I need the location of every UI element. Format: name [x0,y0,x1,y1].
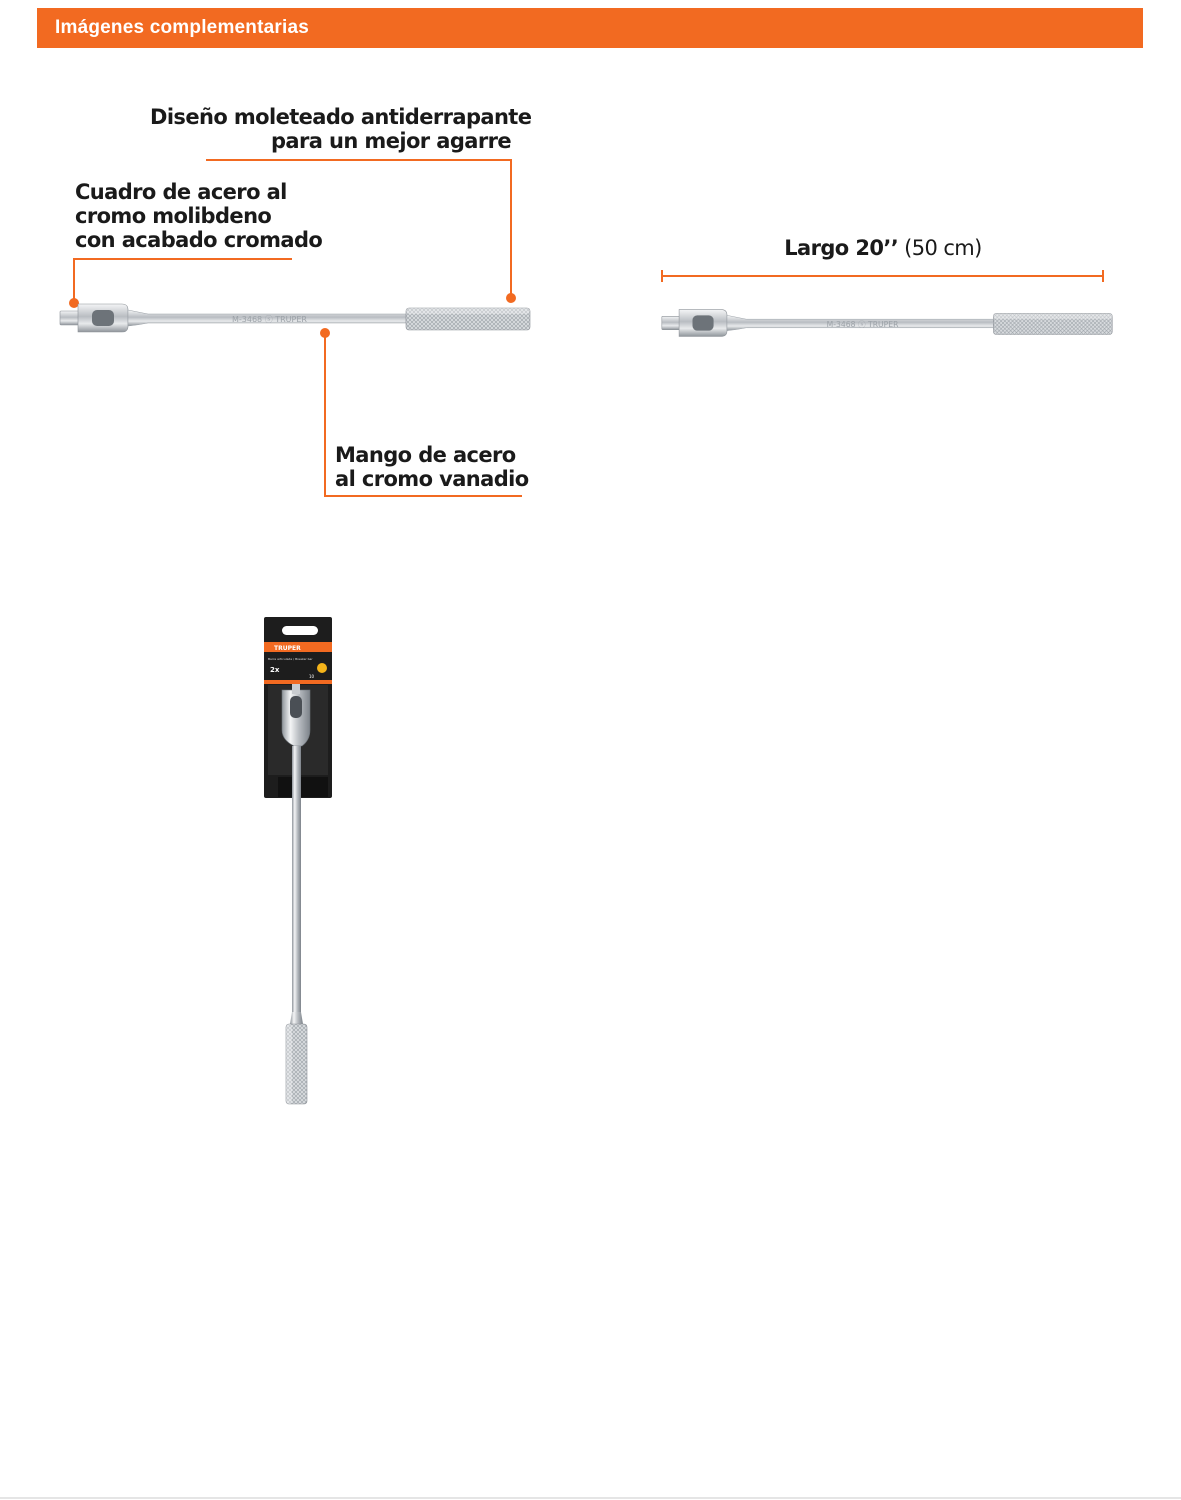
dimension-cap-left [661,270,663,282]
callout-knurled-line-2: para un mejor agarre [270,129,511,153]
callout-square-line-1: Cuadro de acero al [75,180,287,204]
callout-square-underline [73,258,292,260]
callout-knurled-grip [150,105,532,153]
callout-knurled-underline [206,159,512,161]
section-title: Imágenes complementarias [55,17,310,38]
dimension-cap-right [1102,270,1104,282]
callout-handle-underline [324,495,522,497]
bar-engraving-2: M-3468 ⓢ TRUPER [826,319,899,329]
breaker-bar-image-dimensioned [658,303,1118,343]
package-brand: TRUPER [274,645,301,652]
callout-knurled-line-1: Diseño moleteado antiderrapante [150,105,532,129]
length-sub: (50 cm) [898,236,982,260]
callout-square-drive [75,180,322,252]
package-count: 10 [309,674,315,679]
length-main: Largo 20’’ [784,236,899,260]
package-product: Barra articulada / Breaker bar [268,657,313,661]
footer-divider [0,1497,1181,1499]
callout-square-line-2: cromo molibdeno [75,204,272,228]
callout-handle-line-1: Mango de acero [335,443,516,467]
bar-engraving: M-3468 ⓢ TRUPER [232,315,307,324]
package-badge: 2x [270,666,280,674]
package-warranty-seal [317,663,327,673]
callout-knurled-leader [510,159,512,297]
dimension-line [662,275,1104,277]
breaker-bar-image-annotated [56,298,536,338]
callout-handle [335,443,529,491]
callout-handle-line-2: al cromo vanadio [335,467,529,491]
packaged-product-image [260,612,360,1112]
callout-handle-leader [324,333,326,497]
length-label [662,236,1104,260]
section-header [37,8,1143,48]
callout-square-leader [73,258,75,302]
callout-square-line-3: con acabado cromado [75,228,323,252]
